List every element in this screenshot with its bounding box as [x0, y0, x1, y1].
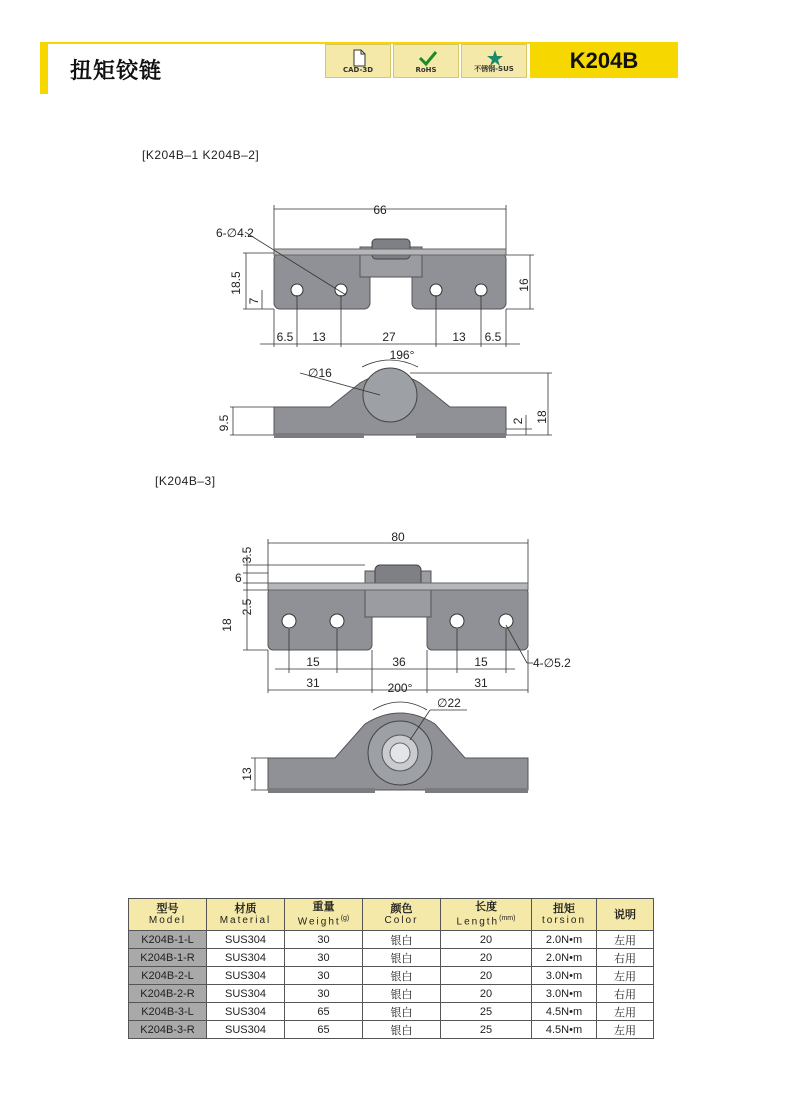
dim-total-h: 18 [535, 410, 549, 424]
drawing-side-view-2 [225, 680, 545, 800]
model-code: K204B [569, 48, 639, 73]
dim-angle: 200° [387, 681, 413, 695]
cell-material: SUS304 [207, 1003, 285, 1021]
model-box [530, 42, 678, 78]
cell-torsion: 3.0N•m [532, 967, 597, 985]
cell-weight: 65 [285, 1003, 363, 1021]
dim-d2: 36 [392, 655, 406, 669]
cell-color: 银白 [363, 967, 441, 985]
dim-height: 18.5 [229, 271, 243, 295]
cell-length: 20 [441, 985, 532, 1003]
cell-weight: 30 [285, 967, 363, 985]
header-material: 材质 Material [207, 899, 285, 931]
cell-material: SUS304 [207, 931, 285, 949]
badge-rohs[interactable] [393, 44, 459, 78]
dim-angle: 196° [389, 348, 415, 362]
cell-model: K204B-3-R [129, 1021, 207, 1039]
table-row [129, 949, 654, 967]
cell-weight: 30 [285, 985, 363, 1003]
dim-h3: 2.5 [240, 598, 254, 616]
spec-table [128, 898, 654, 1039]
document-icon [350, 49, 368, 67]
badge-cad-3d[interactable] [325, 44, 391, 78]
cell-model: K204B-3-L [129, 1003, 207, 1021]
cell-model: K204B-2-L [129, 967, 207, 985]
dim-w2: 31 [474, 676, 488, 690]
cell-material: SUS304 [207, 1021, 285, 1039]
drawing-top-view-2 [215, 525, 580, 695]
dim-w1: 31 [306, 676, 320, 690]
cell-length: 25 [441, 1021, 532, 1039]
dim-thick: 2 [511, 417, 525, 425]
cell-weight: 30 [285, 949, 363, 967]
section-label-1: [K204B–1 K204B–2] [142, 148, 260, 162]
dim-side-h: 13 [240, 767, 254, 781]
cell-length: 20 [441, 949, 532, 967]
cell-material: SUS304 [207, 985, 285, 1003]
dim-d1: 15 [306, 655, 320, 669]
header-accent [40, 42, 48, 94]
cell-torsion: 4.5N•m [532, 1021, 597, 1039]
cell-note: 左用 [597, 1021, 654, 1039]
badge-label: CAD-3D [342, 66, 374, 74]
cell-note: 左用 [597, 1003, 654, 1021]
table-row [129, 1003, 654, 1021]
cell-note: 右用 [597, 985, 654, 1003]
cell-material: SUS304 [207, 949, 285, 967]
table-row [129, 1021, 654, 1039]
drawing-side-view-1 [210, 345, 560, 445]
cell-color: 银白 [363, 949, 441, 967]
cell-length: 20 [441, 931, 532, 949]
cell-note: 右用 [597, 949, 654, 967]
badge-sus[interactable] [461, 44, 527, 78]
dim-d1: 6.5 [276, 330, 294, 344]
dim-d4: 13 [452, 330, 466, 344]
cell-torsion: 2.0N•m [532, 931, 597, 949]
dim-right-h: 16 [517, 278, 531, 292]
dim-holes: 4-∅5.2 [533, 656, 571, 670]
table-row [129, 931, 654, 949]
cell-color: 银白 [363, 985, 441, 1003]
dim-dia: ∅22 [437, 696, 461, 710]
dim-h1: 3.5 [240, 546, 254, 564]
badge-label: 不锈钢-SUS [474, 65, 514, 73]
cell-color: 银白 [363, 1003, 441, 1021]
header-color: 颜色 Color [363, 899, 441, 931]
dim-dia: ∅16 [308, 366, 332, 380]
dim-width: 80 [391, 530, 405, 544]
header-note: 说明 [597, 899, 654, 931]
dim-h2: 6 [235, 571, 242, 585]
cell-note: 左用 [597, 931, 654, 949]
dim-holes: 6-∅4.2 [216, 226, 254, 240]
cell-note: 左用 [597, 967, 654, 985]
cell-torsion: 2.0N•m [532, 949, 597, 967]
dim-h4: 18 [220, 618, 234, 632]
dim-hole-y: 7 [247, 297, 261, 305]
dim-d3: 27 [382, 330, 396, 344]
table-row [129, 967, 654, 985]
cell-model: K204B-2-R [129, 985, 207, 1003]
header-model: 型号 Model [129, 899, 207, 931]
badge-label: RoHS [415, 66, 437, 74]
drawing-top-view-1 [200, 195, 560, 355]
header-length: 长度 Length$^{(mm)}$ [441, 899, 532, 931]
table-row [129, 985, 654, 1003]
dim-d3: 15 [474, 655, 488, 669]
header-torsion: 扭矩 torsion [532, 899, 597, 931]
cell-color: 银白 [363, 1021, 441, 1039]
cell-model: K204B-1-L [129, 931, 207, 949]
cell-weight: 30 [285, 931, 363, 949]
cell-length: 25 [441, 1003, 532, 1021]
dim-d2: 13 [312, 330, 326, 344]
header-weight: 重量 Weight$^{(g)}$ [285, 899, 363, 931]
cell-length: 20 [441, 967, 532, 985]
cell-torsion: 4.5N•m [532, 1003, 597, 1021]
cell-torsion: 3.0N•m [532, 985, 597, 1003]
cell-color: 银白 [363, 931, 441, 949]
checkmark-icon [418, 49, 438, 67]
dim-d5: 6.5 [484, 330, 502, 344]
cell-weight: 65 [285, 1021, 363, 1039]
table-header-row [129, 899, 654, 931]
cell-model: K204B-1-R [129, 949, 207, 967]
page-title: 扭矩铰链 [70, 59, 163, 84]
section-label-2: [K204B–3] [155, 474, 216, 488]
dim-side-h: 9.5 [217, 414, 231, 432]
cell-material: SUS304 [207, 967, 285, 985]
dim-width: 66 [373, 203, 387, 217]
